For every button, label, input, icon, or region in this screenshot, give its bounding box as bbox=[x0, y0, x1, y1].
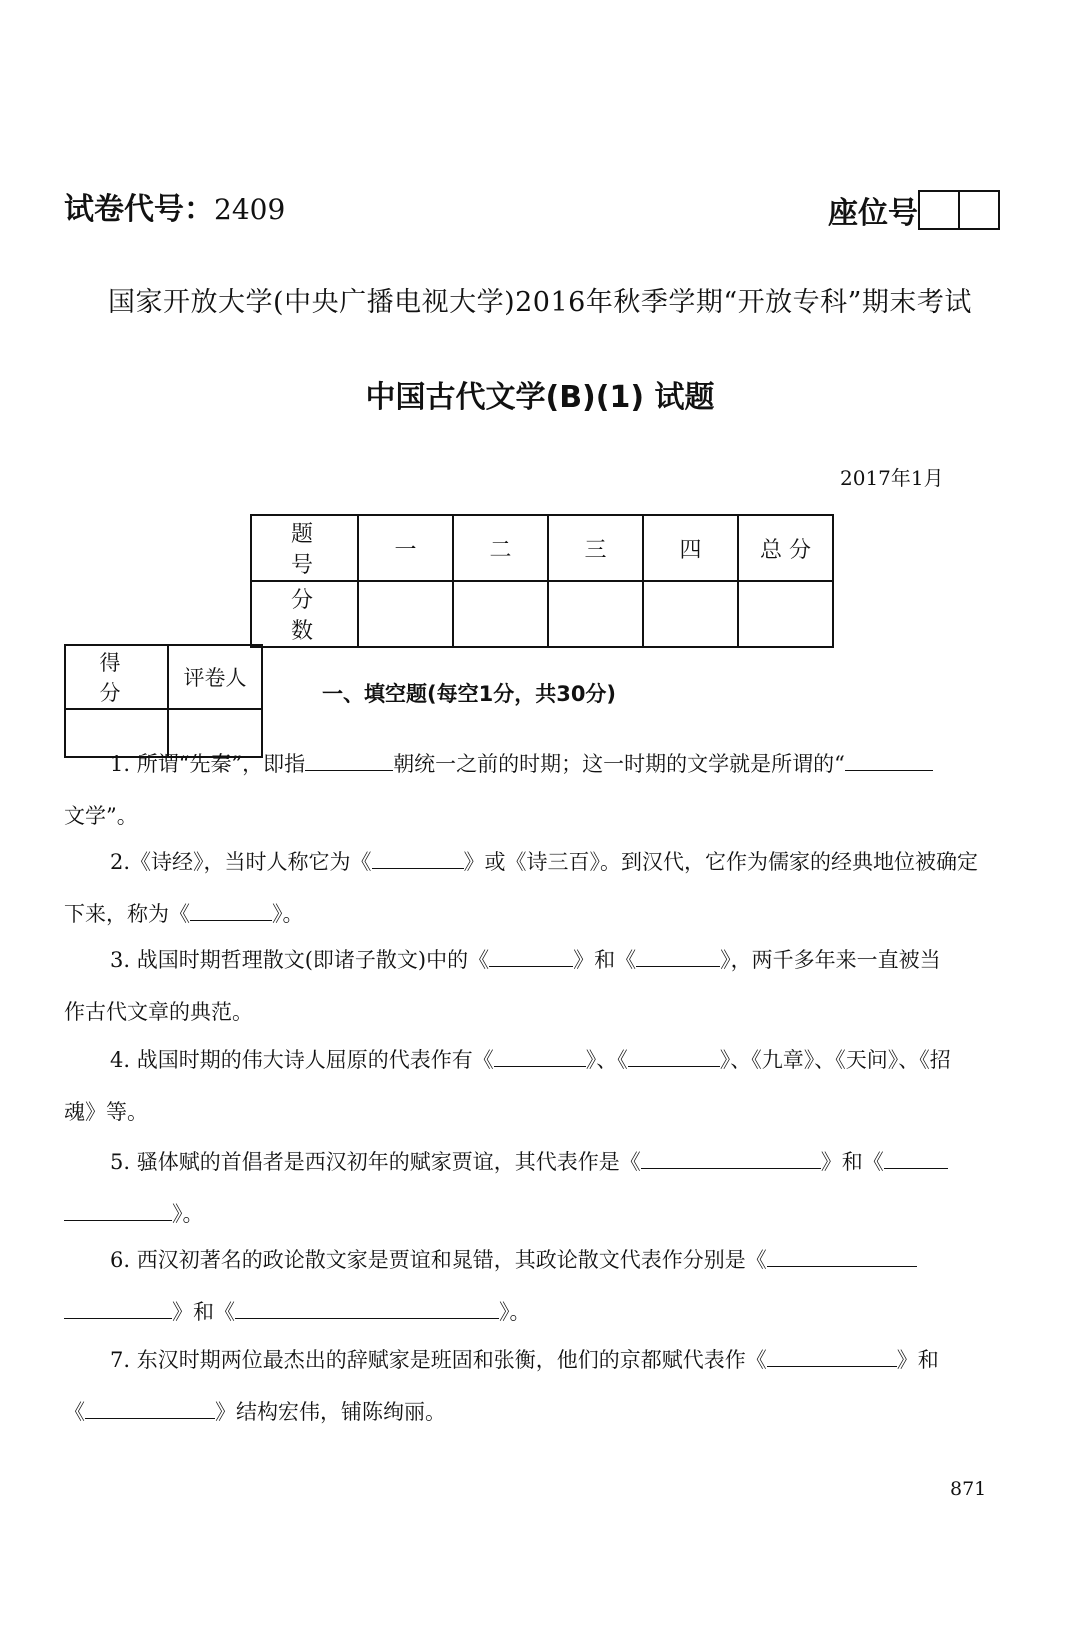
score-table-cell: 分 数 bbox=[251, 581, 358, 647]
answer-blank[interactable] bbox=[494, 1046, 586, 1067]
section-heading: 一、填空题(每空1分，共30分) bbox=[322, 682, 617, 706]
paper-code-number: 2409 bbox=[214, 193, 286, 226]
answer-blank[interactable] bbox=[636, 946, 720, 967]
question-text: 》和 bbox=[896, 1348, 939, 1372]
question-4 bbox=[64, 1034, 1010, 1138]
question-text: 》。 bbox=[172, 1202, 204, 1226]
question-text: 3. 战国时期哲理散文(即诸子散文)中的《 bbox=[110, 948, 490, 972]
score-table-cell: 一 bbox=[358, 515, 453, 581]
question-text: 》。 bbox=[499, 1300, 531, 1324]
score-table-cell: 二 bbox=[453, 515, 548, 581]
question-text: 魂》等。 bbox=[64, 1100, 148, 1124]
exam-date: 2017年1月 bbox=[840, 466, 944, 490]
score-table-cell: 三 bbox=[548, 515, 643, 581]
question-text: 《 bbox=[64, 1400, 85, 1424]
answer-blank[interactable] bbox=[85, 1398, 215, 1419]
question-text: 》或《诗三百》。到汉代，它作为儒家的经典地位被确定 bbox=[463, 850, 979, 874]
question-text: 6. 西汉初著名的政论散文家是贾谊和晁错，其政论散文代表作分别是《 bbox=[110, 1248, 767, 1272]
score-table-cell: 总 分 bbox=[738, 515, 833, 581]
question-1 bbox=[64, 738, 1010, 842]
paper-code-label: 试卷代号： bbox=[64, 192, 214, 227]
answer-blank[interactable] bbox=[305, 750, 393, 771]
grader-label: 评卷人 bbox=[168, 645, 262, 709]
seat-number bbox=[828, 188, 1000, 232]
answer-blank[interactable] bbox=[372, 848, 464, 869]
seat-label: 座位号 bbox=[828, 196, 918, 231]
question-text: 下来，称为《 bbox=[64, 902, 190, 926]
exam-title: 国家开放大学(中央广播电视大学)2016年秋季学期“开放专科”期末考试 bbox=[108, 287, 972, 318]
seat-box-2[interactable] bbox=[960, 190, 1000, 230]
question-text: 》、《 bbox=[585, 1048, 628, 1072]
course-title: 中国古代文学(B)(1) 试题 bbox=[365, 380, 715, 415]
page-number: 871 bbox=[950, 1478, 987, 1500]
score-table-cell: 题 号 bbox=[251, 515, 358, 581]
answer-blank[interactable] bbox=[64, 1200, 172, 1221]
score-table bbox=[250, 514, 834, 648]
question-6 bbox=[64, 1234, 1010, 1338]
seat-box-1[interactable] bbox=[918, 190, 960, 230]
question-text: 》和《 bbox=[820, 1150, 884, 1174]
question-text: 》、《九章》、《天问》、《招 bbox=[719, 1048, 951, 1072]
answer-blank[interactable] bbox=[767, 1346, 897, 1367]
question-text: 作古代文章的典范。 bbox=[64, 1000, 253, 1024]
answer-blank[interactable] bbox=[845, 750, 933, 771]
question-7 bbox=[64, 1334, 1010, 1438]
score-table-header-row bbox=[251, 515, 833, 581]
score-table-score-row bbox=[251, 581, 833, 647]
answer-blank[interactable] bbox=[884, 1148, 948, 1169]
question-5 bbox=[64, 1136, 1010, 1240]
question-text: 4. 战国时期的伟大诗人屈原的代表作有《 bbox=[110, 1048, 494, 1072]
score-entry-cell[interactable] bbox=[643, 581, 738, 647]
question-text: 7. 东汉时期两位最杰出的辞赋家是班固和张衡，他们的京都赋代表作《 bbox=[110, 1348, 767, 1372]
answer-blank[interactable] bbox=[628, 1046, 720, 1067]
question-text: 》和《 bbox=[573, 948, 637, 972]
question-3 bbox=[64, 934, 1010, 1038]
answer-blank[interactable] bbox=[64, 1298, 172, 1319]
question-text: 朝统一之前的时期；这一时期的文学就是所谓的“ bbox=[393, 752, 845, 776]
answer-blank[interactable] bbox=[489, 946, 573, 967]
question-text: 5. 骚体赋的首倡者是西汉初年的赋家贾谊，其代表作是《 bbox=[110, 1150, 641, 1174]
answer-blank[interactable] bbox=[641, 1148, 821, 1169]
answer-blank[interactable] bbox=[767, 1246, 917, 1267]
question-text: 1. 所谓“先秦”，即指 bbox=[110, 752, 306, 776]
score-entry-cell[interactable] bbox=[453, 581, 548, 647]
score-entry-cell[interactable] bbox=[548, 581, 643, 647]
question-text: 文学”。 bbox=[64, 804, 138, 828]
question-text: 》，两千多年来一直被当 bbox=[720, 948, 941, 972]
question-text: 》和《 bbox=[172, 1300, 235, 1324]
answer-blank[interactable] bbox=[235, 1298, 499, 1319]
question-2 bbox=[64, 836, 1010, 940]
question-text: 2.《诗经》，当时人称它为《 bbox=[110, 850, 372, 874]
question-text: 》。 bbox=[272, 902, 304, 926]
score-entry-cell[interactable] bbox=[358, 581, 453, 647]
score-entry-cell[interactable] bbox=[738, 581, 833, 647]
answer-blank[interactable] bbox=[190, 900, 272, 921]
paper-code bbox=[64, 184, 285, 228]
score-table-cell: 四 bbox=[643, 515, 738, 581]
question-text: 》结构宏伟，铺陈绚丽。 bbox=[215, 1400, 446, 1424]
grader-score-label: 得 分 bbox=[65, 645, 168, 709]
